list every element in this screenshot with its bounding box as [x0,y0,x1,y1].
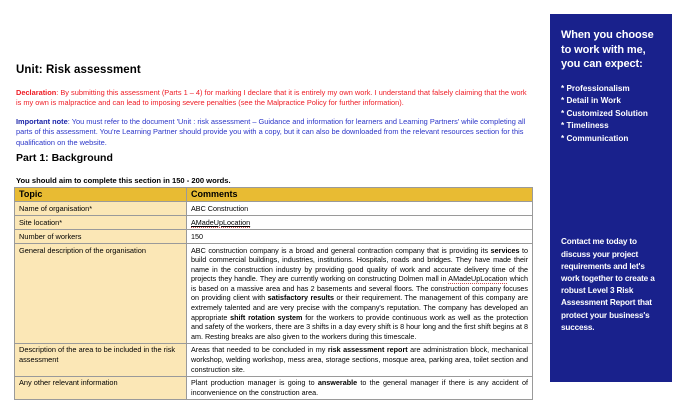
comment-cell[interactable]: Areas that needed to be concluded in my risk assessment report are administration block, mechanical workshop, welding workshop, mess area, storage sections, mosque area, parking area, toilet section and construction site. [187,343,533,376]
topic-cell: Description of the area to be included in the risk assessment [15,343,187,376]
promo-bullet-list [561,83,661,146]
page-title: Unit: Risk assessment [16,64,141,76]
promo-heading: When you choose to work with me, you can expect: [561,29,654,70]
comment-cell[interactable]: 150 [187,230,533,244]
column-header-comments: Comments [187,188,533,202]
list-item: * Customized Solution [561,108,648,118]
list-item: * Professionalism [561,83,630,93]
column-header-topic: Topic [15,188,187,202]
declaration-label: Declaration [16,88,57,97]
part-heading: Part 1: Background [16,152,113,164]
list-item: * Detail in Work [561,96,621,106]
declaration-paragraph [16,88,532,109]
comment-cell[interactable]: Plant production manager is going to answerable to the general manager if there is any accident of inconvenience on the construction area. [187,376,533,399]
comment-cell[interactable]: ABC construction company is a broad and general contraction company that is providing its services to build commercial buildings, industries, institutions. Hospitals, roads and bridges. They have made their name in the construction industry by providing good quality of work and accurate delivery time of the projects they handle. They are currently working on constructing Dolmen mall in AMadeUpLocation which is based on a massive area and has 2 basements and several floors. The construction company focuses on providing client with satisfactory results or their requirement. The management of this company are extremely talented and are very precise with the company's reputation. The company has developed an appropriate shift rotation system for the workers to provide continuous work as well as the protection and safety of the workers, there are 3 shifts in a day every shift is 8 hour long and the first shift begins at 8 am. Resting breaks are also given to the workers during this timescale. [187,244,533,344]
topic-cell: Any other relevant information [15,376,187,399]
table-row [15,376,533,399]
table-header-row [15,188,533,202]
declaration-text: : By submitting this assessment (Parts 1 – 4) for marking I declare that it is entirely my own work. I understand that falsely claiming that the work is my own is malpractice and can lead to imposing severe penalties (see the Malpractice Policy for further information). [16,88,527,108]
important-note-label: Important note [16,117,68,126]
list-item: * Communication [561,133,629,143]
comment-cell[interactable]: ABC Construction [187,202,533,216]
important-note-text: : You must refer to the document 'Unit : risk assessment – Guidance and information for learners and Learning Partners' while completing all parts of this assessment. You're Learning Partner should provide you with a copy, but it can also be downloaded from the relevant resources section for this qualification on the website. [16,117,526,147]
table-row [15,202,533,216]
table-row [15,244,533,344]
promo-panel [550,14,672,382]
table-row [15,343,533,376]
list-item: * Timeliness [561,121,609,131]
table-row [15,216,533,230]
topic-cell: Site location* [15,216,187,230]
comment-cell[interactable] [187,216,533,230]
background-table [14,187,533,400]
topic-cell: Number of workers [15,230,187,244]
important-note-paragraph [16,117,532,148]
topic-cell: General description of the organisation [15,244,187,344]
topic-cell: Name of organisation* [15,202,187,216]
promo-footer-text: Contact me today to discuss your project requirements and let's work together to create a robust Level 3 Risk Assessment Report that protect your business's success. [561,237,655,332]
table-row [15,230,533,244]
comment-value: AMadeUpLocation [191,217,251,227]
word-count-guidance: You should aim to complete this section in 150 - 200 words. [16,176,231,185]
